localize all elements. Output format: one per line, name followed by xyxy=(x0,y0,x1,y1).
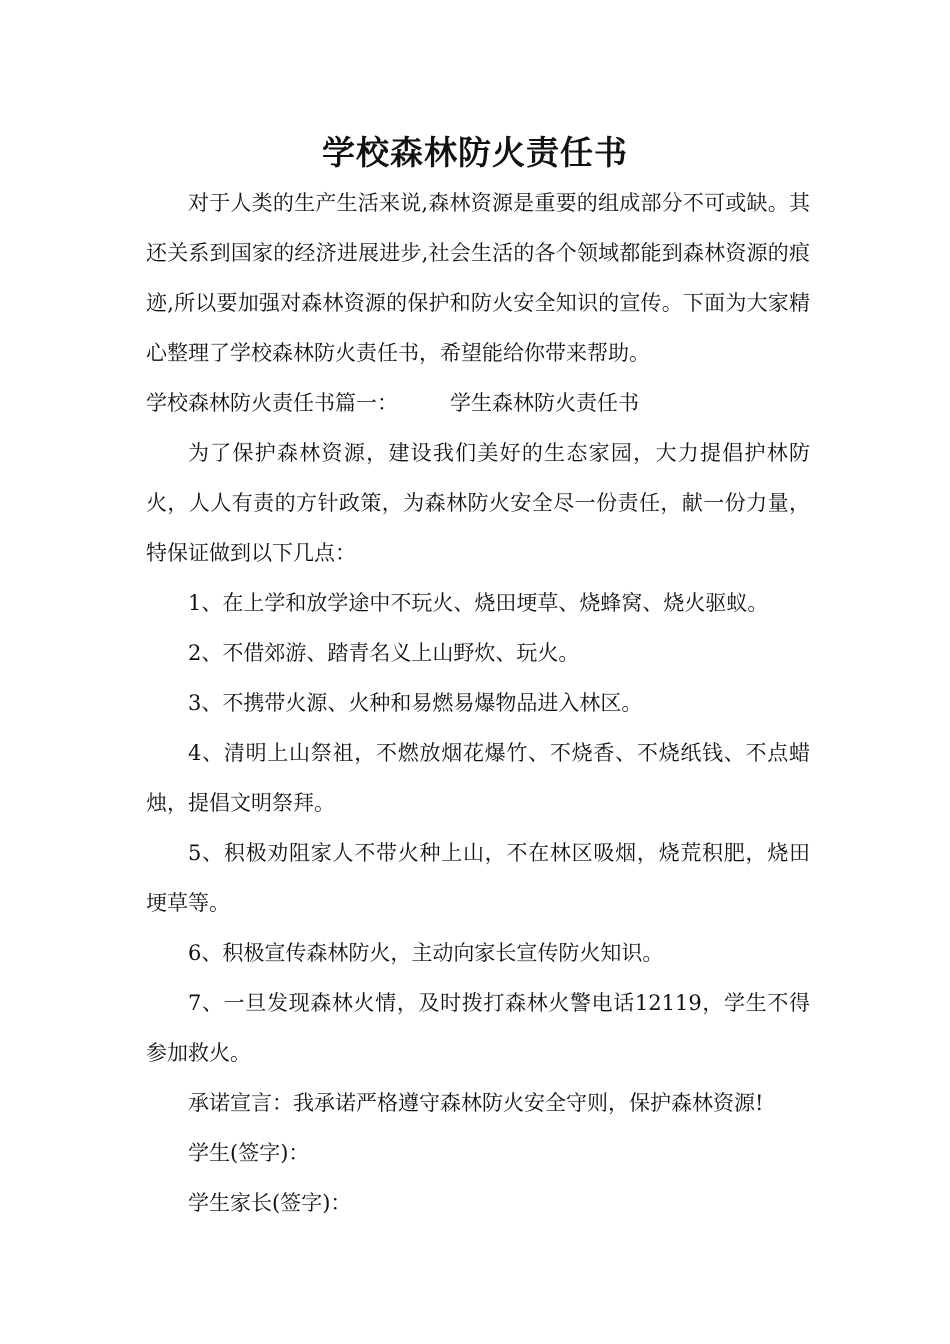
list-item: 3、不携带火源、火种和易燃易爆物品进入林区。 xyxy=(188,691,643,715)
section-subtitle: 学生森林防火责任书 xyxy=(450,391,639,415)
section-heading: 学校森林防火责任书篇一： xyxy=(146,391,398,415)
student-signature-line: 学生(签字)： xyxy=(188,1141,310,1165)
document-body xyxy=(146,178,810,1228)
document-title: 学校森林防火责任书 xyxy=(322,133,628,172)
list-item: 4、清明上山祭祖，不燃放烟花爆竹、不烧香、不烧纸钱、不点蜡烛，提倡文明祭拜。 xyxy=(146,741,810,815)
preamble-paragraph: 为了保护森林资源，建设我们美好的生态家园，大力提倡护林防火，人人有责的方针政策，为森林防火安全尽一份责任，献一份力量，特保证做到以下几点： xyxy=(146,441,810,565)
list-item: 2、不借郊游、踏青名义上山野炊、玩火。 xyxy=(188,641,580,665)
list-item: 1、在上学和放学途中不玩火、烧田埂草、烧蜂窝、烧火驱蚁。 xyxy=(188,591,769,615)
section-heading-line xyxy=(146,378,810,428)
intro-paragraph: 对于人类的生产生活来说,森林资源是重要的组成部分不可或缺。其还关系到国家的经济进展进步,社会生活的各个领域都能到森林资源的痕迹,所以要加强对森林资源的保护和防火安全知识的宣传。下面为大家精心整理了学校森林防火责任书，希望能给你带来帮助。 xyxy=(146,191,810,365)
list-item: 7、一旦发现森林火情，及时拨打森林火警电话12119，学生不得参加救火。 xyxy=(146,991,810,1065)
list-item: 5、积极劝阻家人不带火种上山，不在林区吸烟，烧荒积肥，烧田埂草等。 xyxy=(146,841,810,915)
list-item: 6、积极宣传森林防火，主动向家长宣传防火知识。 xyxy=(188,941,664,965)
parent-signature-line: 学生家长(签字)： xyxy=(188,1191,352,1215)
pledge-statement: 承诺宣言：我承诺严格遵守森林防火安全守则，保护森林资源! xyxy=(188,1091,764,1115)
